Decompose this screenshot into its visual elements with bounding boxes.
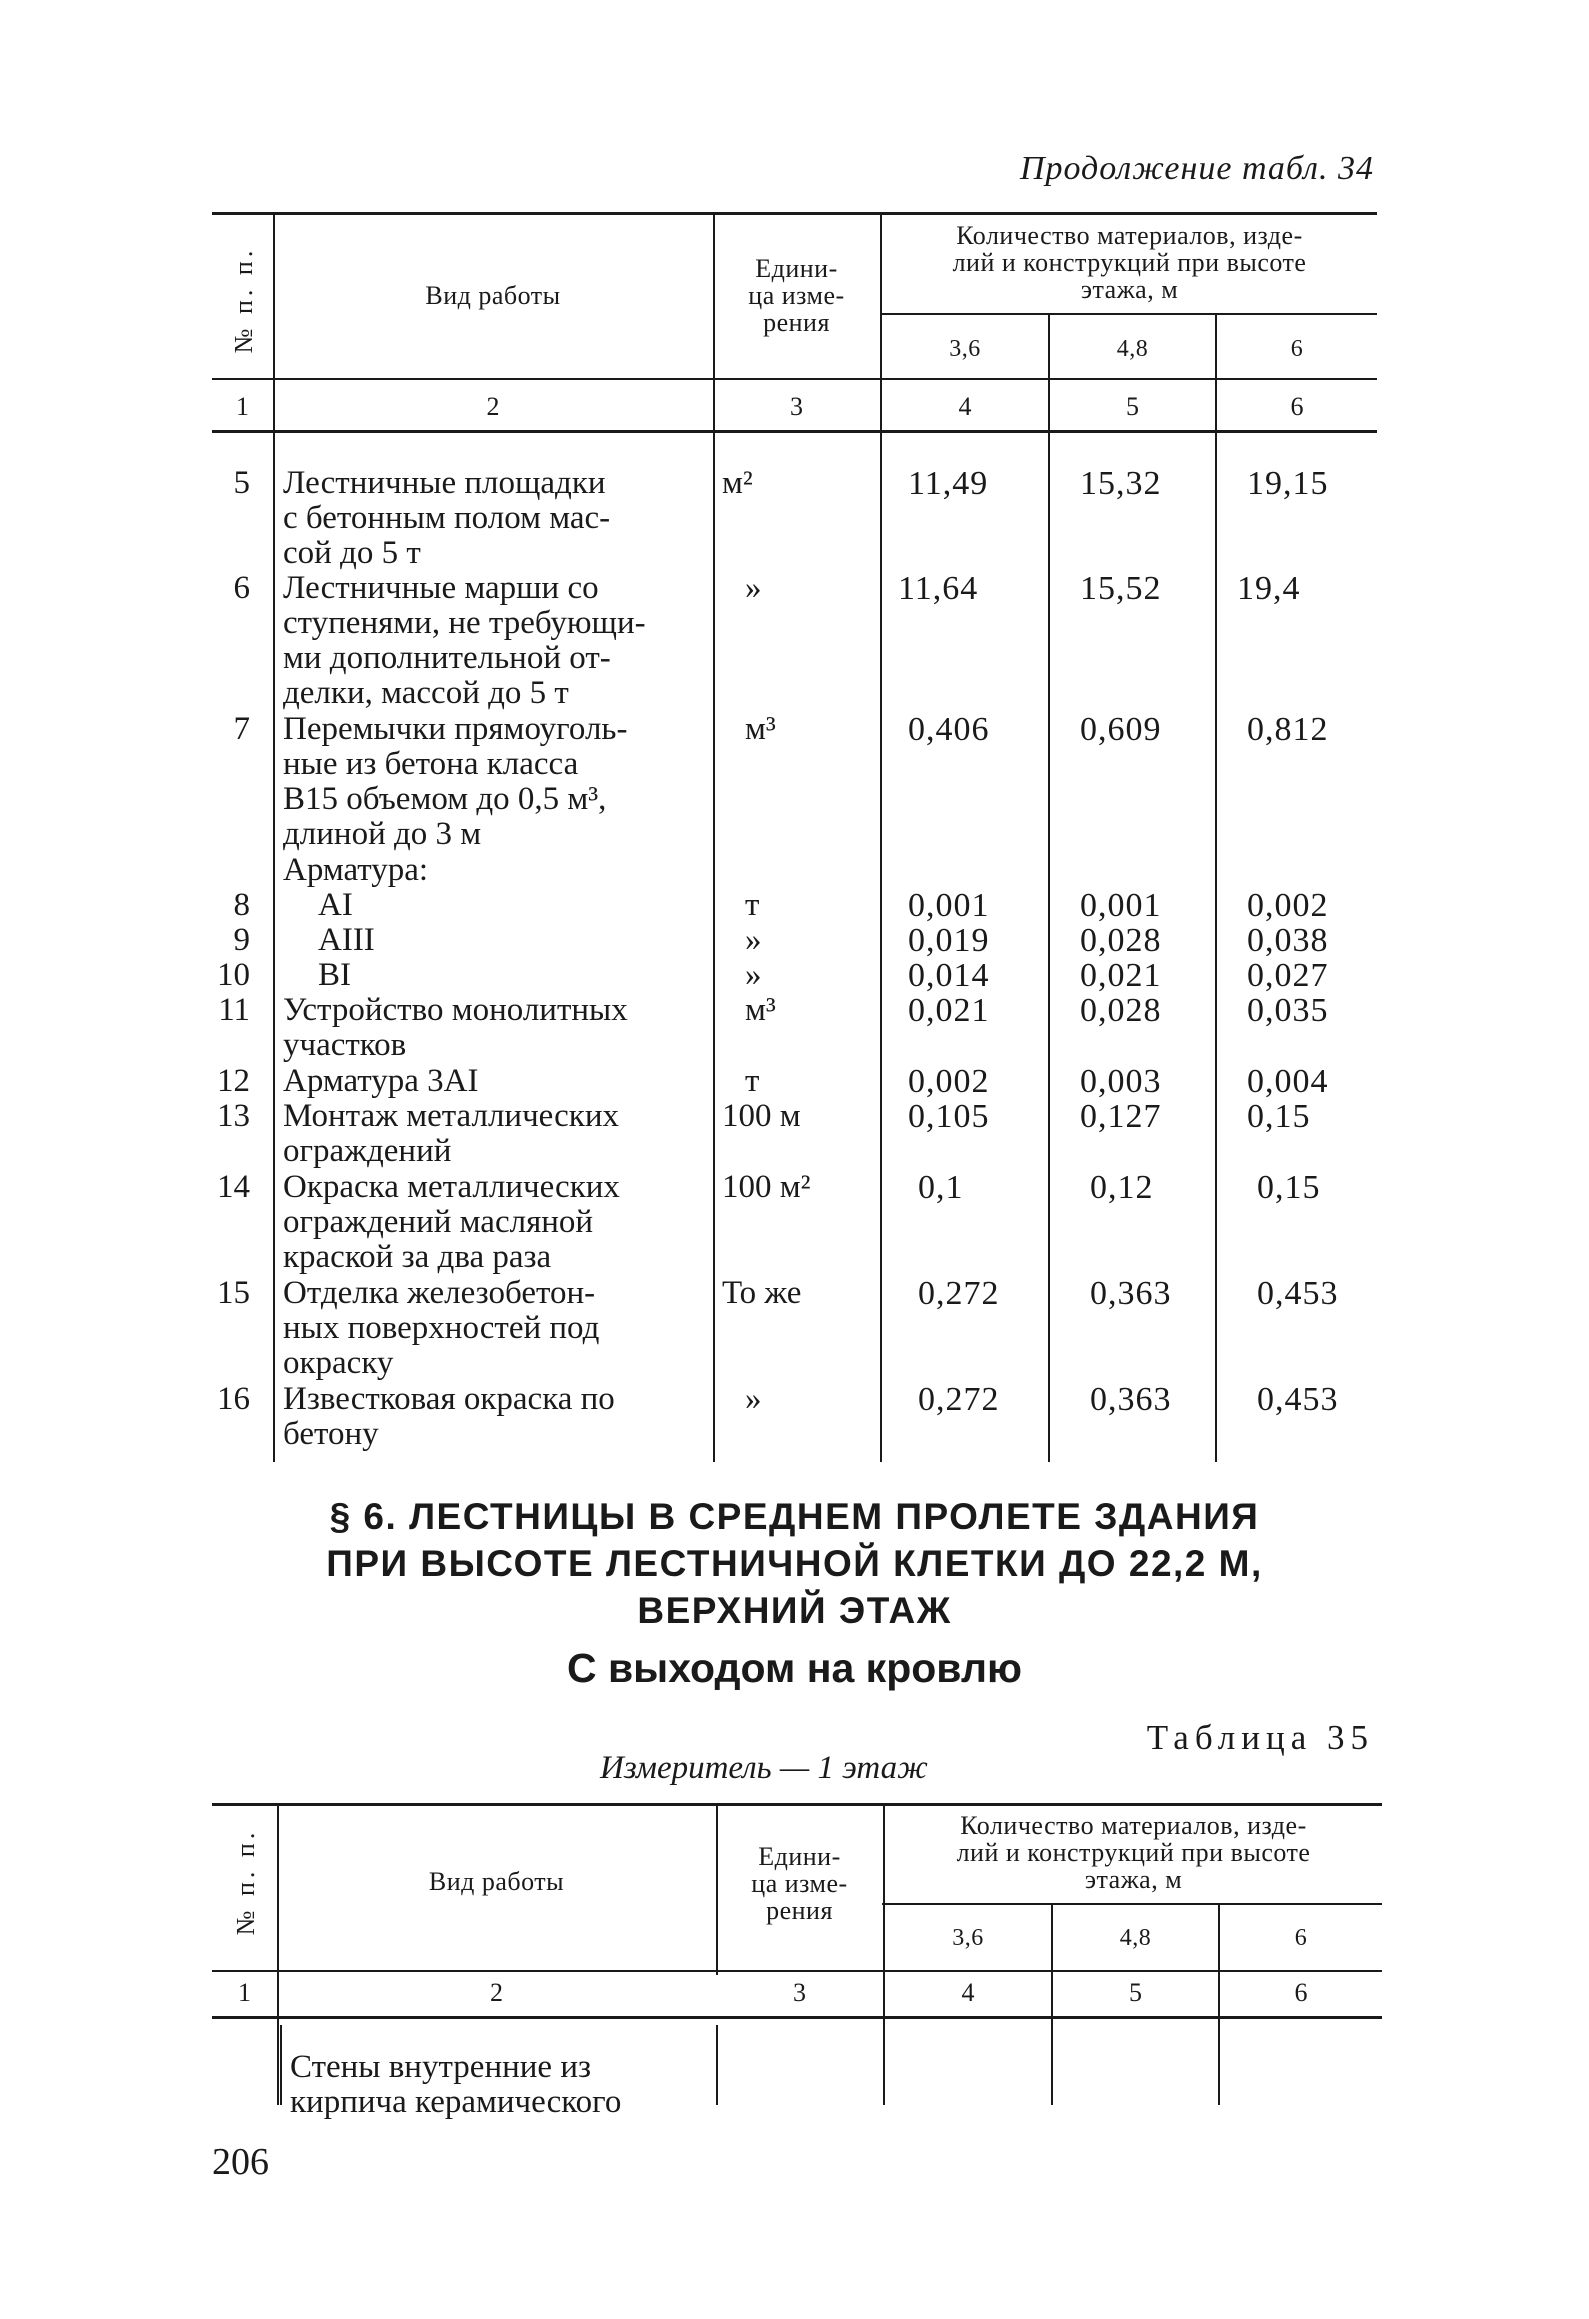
header-height-3-6: 3,6 [952, 1925, 984, 1951]
measure-label: Измеритель — 1 этаж [600, 1750, 928, 1786]
colnum-2: 2 [490, 1978, 503, 2007]
colnum-6: 6 [1290, 392, 1304, 421]
header-col-num: № п. п. [229, 246, 258, 354]
colnum-6: 6 [1294, 1978, 1308, 2007]
header-col-qty: Количество материалов, изде- лий и конструкций при высоте этажа, м [952, 221, 1307, 304]
colnum-3: 3 [790, 392, 803, 421]
colnum-5: 5 [1126, 392, 1139, 421]
table-35-label: Таблица 35 [1146, 1718, 1374, 1757]
header-col-qty: Количество материалов, изде- лий и конструкций при высоте этажа, м [956, 1811, 1311, 1894]
header-col-work: Вид работы [428, 1867, 565, 1896]
header-height-6: 6 [1294, 1925, 1308, 1951]
colnum-5: 5 [1129, 1978, 1142, 2007]
colnum-2: 2 [486, 392, 500, 421]
colnum-1: 1 [236, 392, 249, 421]
colnum-4: 4 [958, 392, 972, 421]
header-col-num: № п. п. [231, 1828, 260, 1936]
page-number: 206 [212, 2141, 269, 2183]
header-height-3-6: 3,6 [949, 336, 981, 362]
continuation-label: Продолжение табл. 34 [1019, 150, 1374, 187]
colnum-4: 4 [961, 1978, 975, 2007]
section-subtitle: С выходом на кровлю [566, 1645, 1023, 1691]
header-height-6: 6 [1290, 336, 1304, 362]
header-height-4-8: 4,8 [1116, 336, 1149, 362]
header-col-unit: Едини- ца изме- рения [751, 1842, 848, 1925]
section-title: § 6. ЛЕСТНИЦЫ В СРЕДНЕМ ПРОЛЕТЕ ЗДАНИЯ ПРИ ВЫСОТЕ ЛЕСТНИЧНОЙ КЛЕТКИ ДО 22,2 М, ВЕРХНИЙ ЭТАЖ [326, 1496, 1263, 1631]
colnum-1: 1 [238, 1978, 251, 2007]
header-height-4-8: 4,8 [1119, 1925, 1152, 1951]
header-col-unit: Едини- ца изме- рения [748, 254, 845, 337]
colnum-3: 3 [793, 1978, 806, 2007]
header-col-work: Вид работы [425, 281, 561, 310]
